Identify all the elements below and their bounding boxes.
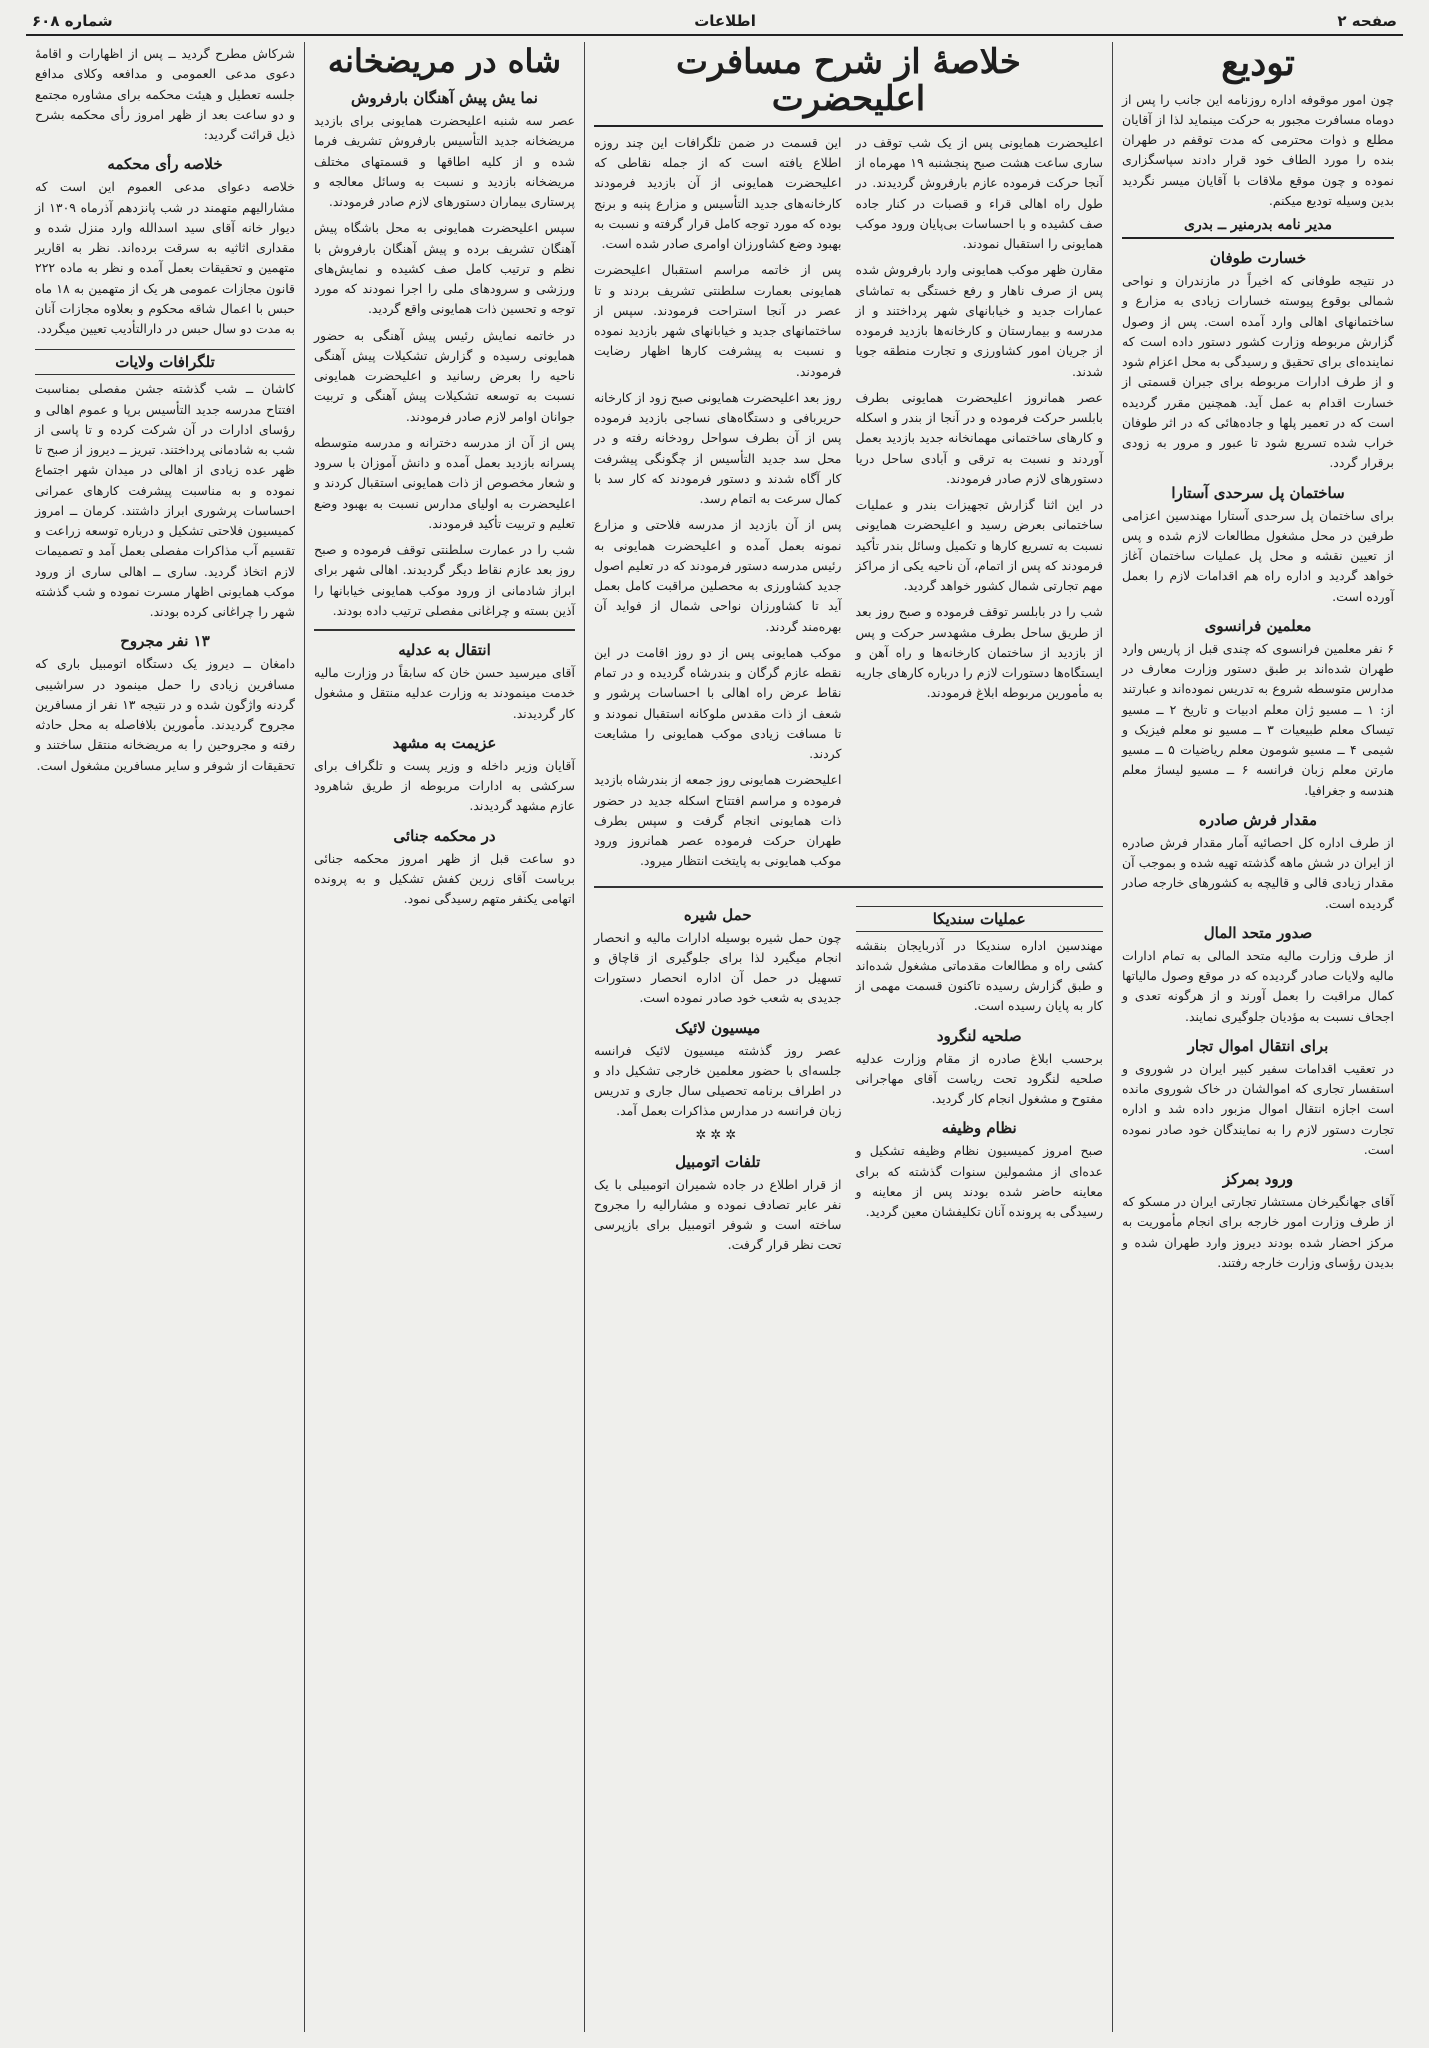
issue-number: شماره ۶۰۸ [32, 12, 113, 30]
farewell-title: تودیع [1221, 42, 1295, 84]
hospital-paragraph: در خاتمه نمایش رئیس پیش آهنگی به حضور همایونی رسیده و گزارش تشکیلات پیش آهنگی ناحیه را بعرض رسانید و اعلیحضرت همایونی نسبت به توسعه تشکیلات پیش آهنگی و تربیت جوانان اوامر لازم صادر فرمودند. [314, 327, 575, 424]
province-telegrams-heading: تلگرافات ولایات [35, 349, 295, 375]
scouts-subtitle: نما یش پیش آهنگان بارفروش [351, 89, 538, 108]
french-teachers-heading: معلمین فرانسوی [1204, 616, 1312, 635]
sap-transport-body: چون حمل شیره بوسیله ادارات مالیه و انحصار انجام میگیرد لذا برای جلوگیری از قاچاق و تسهیل در حمل آن اداره انحصار دستورات جدیدی به شعب خود صادر نموده است. [594, 929, 842, 1006]
journey-paragraph: موکب همایونی پس از دو روز اقامت در این نقطه عازم گرگان و بندرشاه گردیده و در تمام نقاط عرض راه اهالی با احساسات پرشور و شعف از ذات مقدس ملوکانه استقبال نمودند و تا مسافت زیادی موکب همایونی را مشایعت کردند. [594, 644, 842, 762]
column-farewell [1113, 42, 1403, 2032]
verdict-heading: خلاصه رأی محکمه [107, 155, 223, 174]
journey-paragraph: پس از آن بازدید از مدرسه فلاحتی و مزارع نمونه بعمل آمده و اعلیحضرت همایونی به رئیس مدرسه دستور فرمودند که در تعلیم اصول جدید کشاورزی به محصلین مراقبت کامل بعمل آید تا کشاورزان نواحی شمال از فواید آن بهره‌مند گردند. [594, 517, 842, 634]
stars-ornament: ✲✲✲ [695, 1127, 741, 1143]
french-teachers-body: ۶ نفر معلمین فرانسوی که چندی قبل از پاریس وارد طهران شده‌اند بر طبق دستور وزارت معارف در مدارس متوسطه شروع به تدریس نموده‌اند و عبارتند از: ۱ ــ مسیو ژان معلم ادبیات و تاریخ ۲ ــ مسیو تیساک معلم طبیعیات ۳ ــ مسیو نو معلم فیزیک و شیمی ۴ ــ مسیو شومون معلم ریاضیات ۵ ــ مسیو مارتن معلم زبان فرانسه ۶ ــ مسیو لیساژ معلم هندسه و جغرافیا. [1122, 640, 1394, 798]
columns [26, 42, 1403, 2032]
circular-body: از طرف وزارت مالیه متحد المالی به تمام ادارات مالیه ولایات صادر گردیده که در موقع وصول مالیاتها کمال مراقبت را بعمل آورند و از هرگونه تعدی و اجحاف نسبت به مؤدیان جلوگیری نمایند. [1122, 947, 1394, 1024]
injured-body: دامغان ــ دیروز یک دستگاه اتومبیل باری که مسافرین زیادی را حمل مینمود در سراشیبی گردنه واژگون شده و در نتیجه ۱۳ نفر از مسافرین مجروح گردیدند. مأمورین بلافاصله به محل حادثه رفته و مجروحین را به مریضخانه منتقل ساختند و تحقیقات از شوفر و سایر مسافرین مشغول است. [35, 656, 295, 773]
province-telegrams-body: کاشان ــ شب گذشته جشن مفصلی بمناسبت افتتاح مدرسه جدید التأسیس برپا و عموم اهالی و رؤسای ادارات در آن شرکت کرده و تا پاسی از شب به شادمانی پرداختند. تبریز ــ دیروز از صبح تا ظهر عده زیادی از اهالی در میدان شهر اجتماع نموده و به مناسبت پیشرفت کارهای عمرانی احساسات پرشوری ابراز داشتند. کرمان ــ امروز کمیسیون فلاحتی تشکیل و درباره توسعه زراعت و تقسیم آب مذاکرات مفصلی بعمل آمد و تصمیمات لازم اتخاذ گردید. ساری ــ اهالی ساری از ورود موکب همایونی اظهار مسرت نموده و شب گذشته شهر را چراغانی کرده بودند. [35, 381, 295, 619]
lengeroud-court-body: برحسب ابلاغ صادره از مقام وزارت عدلیه صلحیه لنگرود تحت ریاست آقای مهاجرانی مفتوح و مشغول انجام کار گردید. [855, 1050, 1103, 1107]
hospital-title: شاه در مریضخانه [327, 42, 562, 80]
criminal-court-heading: در محکمه جنائی [393, 826, 496, 845]
short-news [594, 896, 1103, 1262]
verdict-body: خلاصه دعوای مدعی العموم این است که مشارالیهم متهمند در شب پانزدهم آذرماه ۱۳۰۹ از دیوار خانه آقای سید اسدالله وارد منزل شده و مقداری اثاثیه به سرقت برده‌اند. نظر به اقاریر متهمین و تحقیقات بعمل آمده و نظر به ماده ۲۲۲ قانون مجازات عمومی هر یک از متهمین به ۱۸ ماه حبس با اعمال شاقه محکوم و بعلاوه مجازات آنان به مدت دو سال حبس در دارالتأدیب تعیین میگردد. [35, 179, 295, 336]
journey-body [594, 133, 1103, 878]
masthead [26, 8, 1403, 36]
paper-name: اطلاعات [694, 12, 756, 30]
court-intro: شرکاش مطرح گردید ــ پس از اظهارات و اقامهٔ دعوی مدعی العمومی و مدافعه وکلای مدافع جلسه تعطیل و هیئت محکمه برای مشاوره مجتمع و دو ساعت بعد از ظهر امروز رأی محکمه بشرح ذیل قرائت گردید: [35, 46, 295, 142]
storm-damage-body: در نتیجه طوفانی که اخیراً در مازندران و نواحی شمالی بوقوع پیوسته خسارات زیادی به مزارع و ساختمانهای اهالی وارد آمده است. پس از وصول گزارش مربوطه وزارت کشور دستور داده است که نماینده‌ای برای تحقیق و رسیدگی به محل اعزام شود و از طرف ادارات مربوطه برای جبران قسمتی از خسارت اقدام به عمل آید. همچنین مقرر گردیده است که در تعمیر پلها و جاده‌هائی که در اثر طوفان خراب شده تسریع شود تا عبور و مرور به زودی برقرار گردد. [1122, 273, 1394, 471]
journey-paragraph: مقارن ظهر موکب همایونی وارد بارفروش شده پس از صرف ناهار و رفع خستگی به تماشای عمارات جدید و خیابانهای شهر پرداختند و از مدرسه و بیمارستان و کارخانه‌ها بازدید فرموده از جریان امور کشاورزی و تجارت منطقه جویا شدند. [855, 262, 1103, 379]
column-court [26, 42, 305, 2032]
journey-paragraph: پس از خاتمه مراسم استقبال اعلیحضرت همایونی بعمارت سلطنتی تشریف بردند و تا عصر در آنجا استراحت فرمودند. سپس از ساختمانهای جدید و خیابانهای شهر بازدید نموده و نسبت به پیشرفت کارها اظهار رضایت فرمودند. [594, 262, 842, 379]
page-number: صفحه ۲ [1337, 12, 1397, 30]
arrival-body: آقای جهانگیرخان مستشار تجارتی ایران در مسکو که از طرف وزارت امور خارجه برای انجام مأموریت به مرکز احضار شده بودند دیروز وارد طهران شده و بدیدن رؤسای وزارت خارجه رفتند. [1122, 1194, 1394, 1270]
carpet-export-body: از طرف اداره کل احصائیه آمار مقدار فرش صادره از ایران در شش ماهه گذشته تهیه شده و بموجب آن مقدار زیادی قالی و قالیچه به کشورهای خارجه صادر گردیده است. [1122, 834, 1394, 911]
astara-bridge-heading: ساختمان پل سرحدی آستارا [1171, 483, 1345, 502]
mashhad-trip-heading: عزیمت به مشهد [392, 733, 497, 752]
journey-paragraph: این قسمت در ضمن تلگرافات این چند روزه اطلاع یافته است که از جمله نقاطی که اعلیحضرت همایونی از آن بازدید فرمودند کارخانه‌های جدید التأسیس و مزارع پنبه و برنج بوده که مورد توجه کامل قرار گرفته و نسبت به بهبود وضع کشاورزان اوامری صادر شده است. [594, 134, 842, 252]
hospital-paragraph: سپس اعلیحضرت همایونی به محل باشگاه پیش آهنگان تشریف برده و پیش آهنگان بارفروش با نظم و ترتیب کامل صف کشیده و نمایش‌های ورزشی و سرودهای ملی را اجرا نمودند که مورد توجه و تحسین ذات همایونی واقع گردید. [314, 220, 575, 317]
journey-title: خلاصهٔ از شرح مسافرت اعلیحضرت [594, 44, 1103, 127]
column-hospital [305, 42, 585, 2032]
mashhad-trip-body: آقایان وزیر داخله و وزیر پست و تلگراف برای سرکشی به ادارات مربوطه از طریق شاهرود عازم مشهد گردیدند. [314, 757, 575, 814]
journey-right-column [856, 133, 1104, 878]
lengeroud-court-heading: صلحیه لنگرود [936, 1026, 1022, 1045]
car-casualties-body: از قرار اطلاع در جاده شمیران اتومبیلی با یک نفر عابر تصادف نموده و مشارالیه را مجروح ساخته است و شوفر اتومبیل برای بازپرسی تحت نظر قرار گرفت. [594, 1176, 842, 1253]
journey-paragraph: اعلیحضرت همایونی پس از یک شب توقف در ساری ساعت هشت صبح پنجشنبه ۱۹ مهرماه از آنجا حرکت فرموده عازم بارفروش گردیدند. در طول راه اهالی قراء و قصبات در کنار جاده صف کشیده و با احساسات بی‌پایان ورود موکب همایونی را استقبال نمودند. [855, 134, 1103, 252]
syndicate-body: مهندسین اداره سندیکا در آذربایجان بنقشه کشی راه و مطالعات مقدماتی مشغول شده‌اند و طبق گزارش رسیده تاکنون قسمت مهمی از کار به پایان رسیده است. [855, 937, 1103, 1014]
journey-left-column [594, 133, 842, 878]
conscription-body: صبح امروز کمیسیون نظام وظیفه تشکیل و عده‌ای از مشمولین سنوات گذشته که برای معاینه حاضر شده بودند پس از معاینه و رسیدگی به پرونده آنان تکلیفشان معین گردید. [855, 1143, 1103, 1220]
section-divider [594, 886, 1103, 888]
storm-damage-heading: خسارت طوفان [1209, 249, 1307, 268]
short-news-left [594, 896, 842, 1262]
transfer-heading: انتقال به عدلیه [398, 641, 491, 660]
journey-paragraph: در این اثنا گزارش تجهیزات بندر و عملیات ساختمانی بعرض رسید و اعلیحضرت همایونی نسبت به تسریع کارها و تکمیل وسائل بندر تأکید فرمودند که پس از اتمام، آن ناحیه یکی از مراکز مهم تجارتی شمال کشور خواهد گردید. [855, 497, 1103, 594]
short-news-right [856, 896, 1104, 1262]
carpet-export-heading: مقدار فرش صادره [1198, 810, 1318, 829]
laique-mission-body: عصر روز گذشته میسیون لائیک فرانسه جلسه‌ای با حضور معلمین خارجی تشکیل داد و در اطراف برنامه تحصیلی سال جاری و تدریس زبان فرانسه در مدارس مذاکرات بعمل آمد. [594, 1042, 842, 1119]
car-casualties-heading: تلفات اتومبیل [675, 1152, 761, 1171]
farewell-signature: مدیر نامه بدرمنیر ــ بدری [1122, 217, 1394, 239]
criminal-court-body: دو ساعت قبل از ظهر امروز محکمه جنائی بریاست آقای زرین کفش تشکیل و به پرونده اتهامی یکنفر متهم رسیدگی نمود. [314, 850, 575, 907]
syndicate-heading: عملیات سندیکا [856, 906, 1104, 932]
hospital-paragraph: پس از آن از مدرسه دخترانه و مدرسه متوسطه پسرانه بازدید بعمل آمده و دانش آموزان با سرود و شعار مخصوص از ذات همایونی استقبال کردند و اعلیحضرت به اولیای مدارس نسبت به بهبود وضع تعلیم و تربیت تأکید فرمودند. [314, 434, 575, 531]
hospital-paragraph: عصر سه شنبه اعلیحضرت همایونی برای بازدید مریضخانه جدید التأسیس بارفروش تشریف فرما شده و از کلیه اطاقها و قسمتهای مختلف مریضخانه بازدید و نسبت به وسائل معالجه و پرستاری بیماران دستورهای لازم صادر فرمودند. [314, 113, 575, 210]
transfer-body: آقای میرسید حسن خان که سابقاً در وزارت مالیه خدمت مینمودند به وزارت عدلیه منتقل و مشغول کار گردیدند. [314, 665, 575, 721]
conscription-heading: نظام وظیفه [941, 1119, 1017, 1138]
arrival-heading: ورود بمرکز [1222, 1170, 1294, 1189]
journey-paragraph: روز بعد اعلیحضرت همایونی صبح زود از کارخانه حریربافی و دستگاه‌های نساجی بازدید فرموده پس از آن بطرف سواحل رودخانه رفته و در محل سد جدید التأسیس از چگونگی پیشرفت کار آگاه شدند و دستور فرمودند که کار سد با کمال سرعت به اتمام رسد. [594, 389, 842, 507]
journey-paragraph: عصر همانروز اعلیحضرت همایونی بطرف بابلسر حرکت فرموده و در آنجا از بندر و اسکله و کارهای ساختمانی مهمانخانه جدید بازدید بعمل آوردند و نسبت به ترقی و آبادی ساحل دریا دستورهای لازم صادر فرمودند. [855, 389, 1103, 486]
journey-paragraph: شب را در بابلسر توقف فرموده و صبح روز بعد از طریق ساحل بطرف مشهدسر حرکت و پس از بازدید از ساختمان کارخانه‌ها و راه آهن و ایستگاه‌ها دستورات لازم را درباره کارهای جاریه به مأمورین مربوطه ابلاغ فرمودند. [855, 604, 1103, 701]
column-journey [585, 42, 1113, 2032]
hospital-paragraph: شب را در عمارت سلطنتی توقف فرموده و صبح روز بعد عازم نقاط دیگر گردیدند. اهالی شهر برای ابراز شادمانی از ورود موکب همایونی خیابانها را آذین بسته و چراغانی مفصلی ترتیب داده بودند. [314, 542, 575, 618]
journey-paragraph: اعلیحضرت همایونی روز جمعه از بندرشاه بازدید فرموده و مراسم افتتاح اسکله جدید در حضور ذات همایونی انجام گرفت و سپس بطرف طهران حرکت فرموده عصر همانروز ورود موکب همایونی به پایتخت انتظار میرود. [594, 772, 842, 869]
merchants-property-body: در تعقیب اقدامات سفیر کبیر ایران در شوروی و استفسار تجاری که اموالشان در خاک شوروی مانده است اجازه انتقال اموال مزبور داده شد و اداره تجارت دستور لازم را به نمایندگان خود صادر نموده است. [1122, 1060, 1394, 1157]
circular-heading: صدور متحد المال [1203, 923, 1313, 942]
astara-bridge-body: برای ساختمان پل سرحدی آستارا مهندسین اعزامی طرفین در محل مشغول مطالعات لازم شده و پس از تعیین نقشه و محل پل عملیات ساختمان آغاز خواهد گردید و اداره راه هم اقدامات لازم را بعمل آورده است. [1122, 507, 1394, 604]
section-divider [314, 629, 575, 631]
laique-mission-heading: میسیون لائیک [675, 1018, 761, 1037]
sap-transport-heading: حمل شیره [683, 905, 752, 924]
merchants-property-heading: برای انتقال اموال تجار [1187, 1036, 1329, 1055]
injured-heading: ۱۳ نفر مجروح [120, 632, 210, 651]
farewell-intro: چون امور موقوفه اداره روزنامه این جانب را پس از دوماه مسافرت مجبور به حرکت مینماید لذا از آقایان مطلع و ذوات محترمی که مدت توقفم در طهران بنده را مورد الطاف خود قرار دادند سپاسگزاری نموده و چون موقع ملاقات با آقایان میسر نگردید بدین وسیله تودیع میکنم. [1122, 91, 1394, 208]
